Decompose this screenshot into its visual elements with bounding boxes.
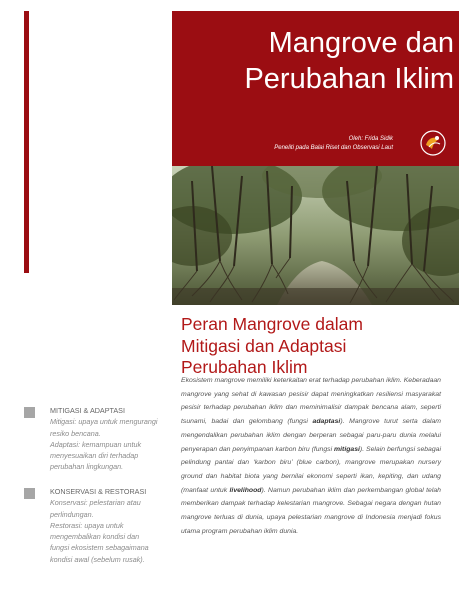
sidebar-content <box>50 486 160 565</box>
sidebar-definition: Adaptasi: kemampuan untuk menyesuaikan diri terhadap perubahan lingkungan. <box>50 439 142 472</box>
subtitle-line-1: Peran Mangrove dalam <box>181 314 363 334</box>
title-line-2: Perubahan Iklim <box>244 63 454 95</box>
institution-logo-icon <box>419 129 447 157</box>
title-line-1: Mangrove dan <box>268 27 454 59</box>
sidebar-definition: Konservasi: pelestarian atau perlindungan. <box>50 498 141 519</box>
left-accent-bar <box>24 11 29 273</box>
document-title <box>192 25 454 97</box>
author-credit <box>274 135 393 153</box>
author-affiliation: Peneliti pada Balai Riset dan Observasi Laut <box>274 145 393 151</box>
subtitle-line-3: Perubahan Iklim <box>181 357 308 377</box>
term-livelihood: livelihood <box>229 486 262 494</box>
body-segment-2: ). Mangrove turut serta dalam mengendalikan perubahan iklim dengan berperan sebagai paru-paru dunia melalui penyerapan dan penyimpanan karbon biru (fungsi <box>181 418 441 453</box>
title-banner <box>172 11 459 166</box>
term-adaptasi: adaptasi <box>312 418 341 426</box>
body-segment-3: ). Selain berfungsi sebagai pelindung pantai dan ‘karbon biru’ (blue carbon), mangrove merupakan nursery ground dan habitat biota yang bernilai ekonomi seperti ikan, kepiting, dan udang (manfaat untuk <box>181 445 441 494</box>
sidebar-content <box>50 405 160 473</box>
sidebar-marker-square <box>24 488 35 499</box>
sidebar-definition: Restorasi: upaya untuk mengembalikan kondisi dan fungsi ekosistem sebagaimana kondisi awal (sebelum rusak). <box>50 520 149 564</box>
sidebar-definition: Mitigasi: upaya untuk mengurangi resiko bencana. <box>50 417 158 438</box>
article-subtitle <box>181 314 451 379</box>
mangrove-forest-photo <box>172 166 459 305</box>
sidebar-heading: MITIGASI & ADAPTASI <box>50 406 125 415</box>
body-segment-4: ). Namun perubahan iklim dan perkembangan global telah memberikan dampak terhadap kelestarian mangrove. Sebagai negara dengan hutan mangrove terluas di dunia, upaya pelestarian mangrove di Indonesia menjadi fokus utama program perubahan iklim dunia. <box>181 486 441 535</box>
sidebar-heading: KONSERVASI & RESTORASI <box>50 487 147 496</box>
term-mitigasi: mitigasi <box>334 445 360 453</box>
author-name: Oleh: Frida Sidik <box>348 136 393 142</box>
article-body <box>181 374 441 538</box>
body-segment-1: Ekosistem mangrove memiliki keterkaitan erat terhadap perubahan iklim. Keberadaan mangrove yang sehat di kawasan pesisir dapat meningkatkan resiliensi masyarakat pesisir terhadap perubahan iklim dan meminimalisir dampak bencana alam, seperti tsunami, badai dan gelombang (fungsi <box>181 377 441 426</box>
sidebar-marker-square <box>24 407 35 418</box>
subtitle-line-2: Mitigasi dan Adaptasi <box>181 335 347 356</box>
